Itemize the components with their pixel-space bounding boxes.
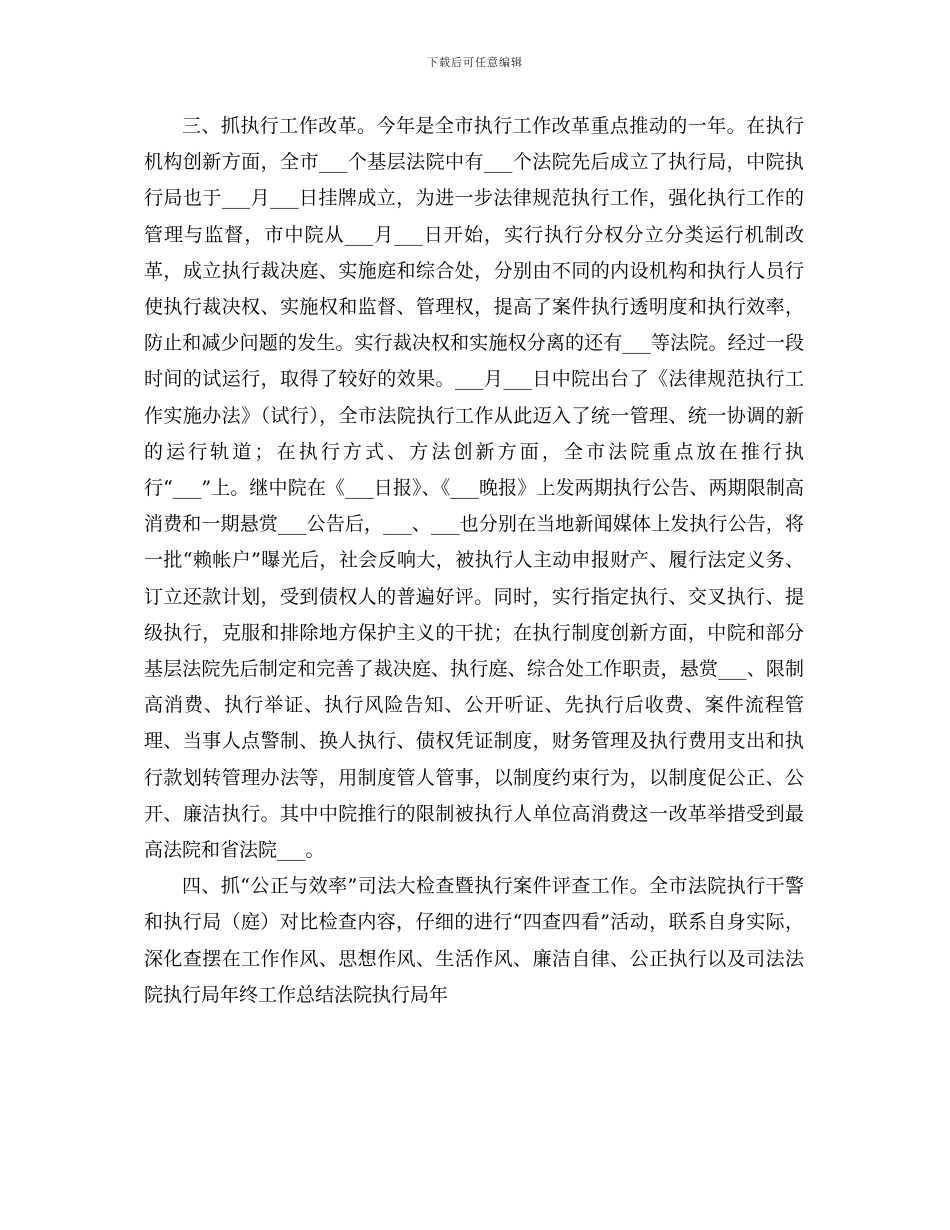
header-note: 下载后可任意编辑 [427, 56, 523, 69]
document-body [144, 108, 804, 1013]
paragraph-section-four: 四、抓“公正与效率”司法大检查暨执行案件评查工作。全市法院执行干警和执行局（庭）对比检查内容，仔细的进行“四查四看”活动，联系自身实际，深化查摆在工作作风、思想作风、生活作风、廉洁自律、公正执行以及司法法院执行局年终工作总结法院执行局年 [144, 875, 804, 1006]
paragraph-section-three: 三、抓执行工作改革。今年是全市执行工作改革重点推动的一年。在执行机构创新方面，全市___个基层法院中有___个法院先后成立了执行局，中院执行局也于___月___日挂牌成立，为进一步法律规范执行工作，强化执行工作的管理与监督，市中院从___月___日开始，实行执行分权分立分类运行机制改革，成立执行裁决庭、实施庭和综合处，分别由不同的内设机构和执行人员行使执行裁决权、实施权和监督、管理权，提高了案件执行透明度和执行效率，防止和减少问题的发生。实行裁决权和实施权分离的还有___等法院。经过一段时间的试运行，取得了较好的效果。___月___日中院出台了《法律规范执行工作实施办法》（试行），全市法院执行工作从此迈入了统一管理、统一协调的新的运行轨道；在执行方式、方法创新方面，全市法院重点放在推行执行“___”上。继中院在《___日报》、《___晚报》上发两期执行公告、两期限制高消费和一期悬赏___公告后，___、___也分别在当地新闻媒体上发执行公告，将一批“赖帐户”曝光后，社会反响大，被执行人主动申报财产、履行法定义务、订立还款计划，受到债权人的普遍好评。同时，实行指定执行、交叉执行、提级执行，克服和排除地方保护主义的干扰；在执行制度创新方面，中院和部分基层法院先后制定和完善了裁决庭、执行庭、综合处工作职责，悬赏___、限制高消费、执行举证、执行风险告知、公开听证、先执行后收费、案件流程管理、当事人点警制、换人执行、债权凭证制度，财务管理及执行费用支出和执行款划转管理办法等，用制度管人管事，以制度约束行为，以制度促公正、公开、廉洁执行。其中中院推行的限制被执行人单位高消费这一改革举措受到最高法院和省法院___。 [144, 115, 804, 862]
